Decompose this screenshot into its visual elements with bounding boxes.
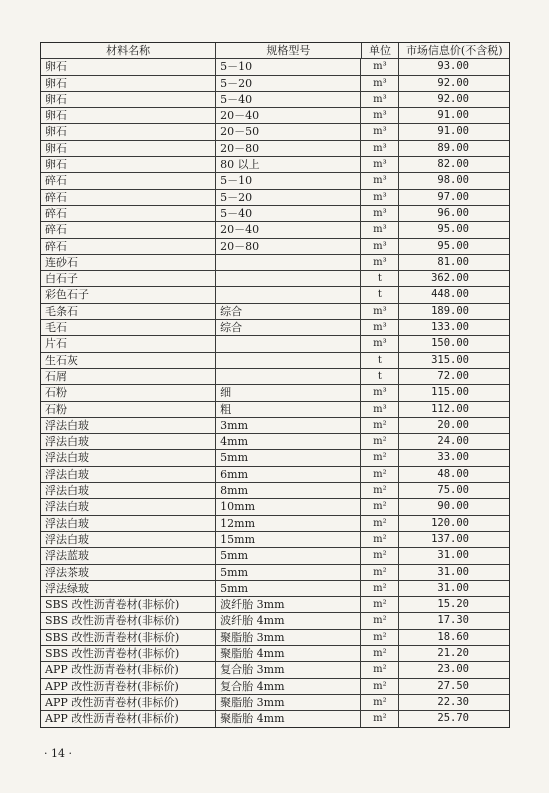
price-cell: 81.00 [437, 255, 469, 268]
table-header [41, 43, 509, 59]
unit-cell: m² [361, 467, 399, 482]
unit-cell: m³ [361, 108, 399, 123]
spec-cell: 12mm [216, 516, 361, 531]
material-name-cell: SBS 改性沥青卷材(非标价) [41, 630, 216, 645]
unit-cell: m² [361, 450, 399, 465]
table-row [41, 59, 509, 75]
price-cell: 120.00 [431, 516, 469, 529]
spec-cell: 5－20 [216, 76, 361, 91]
table-row [41, 206, 509, 222]
price-cell: 18.60 [437, 630, 469, 643]
price-cell: 20.00 [437, 418, 469, 431]
table-row [41, 467, 509, 483]
table-row [41, 190, 509, 206]
spec-cell [216, 271, 361, 286]
unit-cell: t [361, 369, 399, 384]
table-row [41, 630, 509, 646]
unit-cell: m² [361, 711, 399, 727]
table-row [41, 597, 509, 613]
material-name-cell: 石粉 [41, 402, 216, 417]
spec-cell: 5mm [216, 450, 361, 465]
price-cell: 95.00 [437, 223, 469, 236]
table-row [41, 483, 509, 499]
unit-cell: m³ [361, 173, 399, 188]
material-name-cell: 浮法白玻 [41, 516, 216, 531]
unit-cell: m² [361, 597, 399, 612]
unit-cell: m² [361, 499, 399, 514]
table-row [41, 646, 509, 662]
spec-cell: 波纤胎 4mm [216, 613, 361, 628]
unit-cell: m³ [361, 141, 399, 156]
table-row [41, 157, 509, 173]
table-row [41, 222, 509, 238]
price-cell: 75.00 [437, 484, 469, 497]
material-name-cell: 碎石 [41, 173, 216, 188]
spec-cell: 5－40 [216, 92, 361, 107]
material-name-cell: 卵石 [41, 157, 216, 172]
unit-cell: m³ [361, 124, 399, 139]
spec-cell: 10mm [216, 499, 361, 514]
material-name-cell: 碎石 [41, 239, 216, 254]
price-cell: 17.30 [437, 614, 469, 627]
table-row [41, 695, 509, 711]
material-name-cell: 卵石 [41, 76, 216, 91]
header-material-name: 材料名称 [41, 43, 216, 58]
table-body [41, 59, 509, 727]
table-row [41, 108, 509, 124]
spec-cell: 20－80 [216, 239, 361, 254]
spec-cell: 8mm [216, 483, 361, 498]
unit-cell: m³ [361, 76, 399, 91]
spec-cell: 20－50 [216, 124, 361, 139]
price-cell: 92.00 [437, 92, 469, 105]
price-cell: 96.00 [437, 206, 469, 219]
table-row [41, 76, 509, 92]
spec-cell [216, 287, 361, 302]
unit-cell: m² [361, 679, 399, 694]
price-cell: 22.30 [437, 695, 469, 708]
spec-cell: 聚脂胎 3mm [216, 630, 361, 645]
spec-cell [216, 369, 361, 384]
material-name-cell: APP 改性沥青卷材(非标价) [41, 695, 216, 710]
spec-cell: 复合胎 3mm [216, 662, 361, 677]
spec-cell: 3mm [216, 418, 361, 433]
material-name-cell: 浮法白玻 [41, 499, 216, 514]
table-row [41, 336, 509, 352]
material-name-cell: 毛条石 [41, 304, 216, 319]
unit-cell: m³ [361, 59, 399, 74]
material-name-cell: APP 改性沥青卷材(非标价) [41, 662, 216, 677]
spec-cell: 波纤胎 3mm [216, 597, 361, 612]
material-name-cell: APP 改性沥青卷材(非标价) [41, 679, 216, 694]
unit-cell: m³ [361, 222, 399, 237]
price-cell: 150.00 [431, 337, 469, 350]
table-row [41, 369, 509, 385]
spec-cell: 综合 [216, 320, 361, 335]
spec-cell: 6mm [216, 467, 361, 482]
table-row [41, 353, 509, 369]
price-cell: 72.00 [437, 369, 469, 382]
price-table [40, 42, 510, 728]
spec-cell [216, 353, 361, 368]
material-name-cell: 片石 [41, 336, 216, 351]
price-cell: 27.50 [437, 679, 469, 692]
unit-cell: m² [361, 613, 399, 628]
material-name-cell: 毛石 [41, 320, 216, 335]
unit-cell: m³ [361, 157, 399, 172]
price-cell: 89.00 [437, 141, 469, 154]
spec-cell: 4mm [216, 434, 361, 449]
price-cell: 92.00 [437, 76, 469, 89]
unit-cell: m² [361, 434, 399, 449]
spec-cell: 聚脂胎 3mm [216, 695, 361, 710]
material-name-cell: 浮法绿玻 [41, 581, 216, 596]
spec-cell: 20－80 [216, 141, 361, 156]
table-row [41, 662, 509, 678]
table-row [41, 255, 509, 271]
price-cell: 15.20 [437, 598, 469, 611]
spec-cell: 80 以上 [216, 157, 361, 172]
unit-cell: m² [361, 532, 399, 547]
unit-cell: m² [361, 695, 399, 710]
material-name-cell: SBS 改性沥青卷材(非标价) [41, 646, 216, 661]
spec-cell: 20－40 [216, 222, 361, 237]
material-name-cell: 生石灰 [41, 353, 216, 368]
material-name-cell: 连砂石 [41, 255, 216, 270]
price-cell: 448.00 [431, 288, 469, 301]
unit-cell: m² [361, 516, 399, 531]
price-cell: 82.00 [437, 158, 469, 171]
table-row [41, 141, 509, 157]
price-cell: 31.00 [437, 581, 469, 594]
price-cell: 97.00 [437, 190, 469, 203]
table-row [41, 581, 509, 597]
table-row [41, 92, 509, 108]
table-row [41, 434, 509, 450]
spec-cell: 粗 [216, 402, 361, 417]
material-name-cell: 浮法白玻 [41, 467, 216, 482]
page-number: · 14 · [44, 747, 72, 760]
spec-cell [216, 255, 361, 270]
material-name-cell: 卵石 [41, 124, 216, 139]
spec-cell: 5－20 [216, 190, 361, 205]
material-name-cell: 石屑 [41, 369, 216, 384]
price-cell: 31.00 [437, 565, 469, 578]
table-row [41, 239, 509, 255]
material-name-cell: 卵石 [41, 59, 216, 74]
material-name-cell: 浮法茶玻 [41, 565, 216, 580]
unit-cell: m² [361, 581, 399, 596]
table-row [41, 711, 509, 727]
material-name-cell: 卵石 [41, 141, 216, 156]
table-row [41, 548, 509, 564]
spec-cell: 20－40 [216, 108, 361, 123]
unit-cell: m³ [361, 92, 399, 107]
unit-cell: m³ [361, 402, 399, 417]
material-name-cell: 浮法白玻 [41, 450, 216, 465]
price-cell: 91.00 [437, 125, 469, 138]
price-cell: 31.00 [437, 549, 469, 562]
material-name-cell: 卵石 [41, 108, 216, 123]
table-row [41, 532, 509, 548]
unit-cell: m² [361, 662, 399, 677]
unit-cell: m² [361, 565, 399, 580]
table-row [41, 418, 509, 434]
spec-cell [216, 336, 361, 351]
spec-cell: 5－10 [216, 173, 361, 188]
header-spec: 规格型号 [216, 43, 361, 58]
spec-cell: 聚脂胎 4mm [216, 711, 361, 727]
material-name-cell: 石粉 [41, 385, 216, 400]
table-row [41, 565, 509, 581]
spec-cell: 15mm [216, 532, 361, 547]
price-cell: 362.00 [431, 272, 469, 285]
spec-cell: 聚脂胎 4mm [216, 646, 361, 661]
unit-cell: m³ [361, 239, 399, 254]
table-row [41, 402, 509, 418]
price-cell: 33.00 [437, 451, 469, 464]
price-cell: 98.00 [437, 174, 469, 187]
table-row [41, 124, 509, 140]
price-cell: 95.00 [437, 239, 469, 252]
unit-cell: t [361, 353, 399, 368]
spec-cell: 5－40 [216, 206, 361, 221]
unit-cell: t [361, 287, 399, 302]
unit-cell: m³ [361, 320, 399, 335]
spec-cell: 5mm [216, 548, 361, 563]
table-row [41, 173, 509, 189]
material-name-cell: APP 改性沥青卷材(非标价) [41, 711, 216, 727]
price-cell: 133.00 [431, 321, 469, 334]
price-cell: 115.00 [431, 386, 469, 399]
table-row [41, 304, 509, 320]
material-name-cell: 碎石 [41, 206, 216, 221]
spec-cell: 5mm [216, 581, 361, 596]
table-row [41, 613, 509, 629]
material-name-cell: 碎石 [41, 222, 216, 237]
unit-cell: m³ [361, 336, 399, 351]
material-name-cell: SBS 改性沥青卷材(非标价) [41, 597, 216, 612]
price-cell: 24.00 [437, 435, 469, 448]
unit-cell: m² [361, 646, 399, 661]
material-name-cell: 浮法蓝玻 [41, 548, 216, 563]
price-cell: 23.00 [437, 663, 469, 676]
table-row [41, 287, 509, 303]
material-name-cell: 浮法白玻 [41, 483, 216, 498]
material-name-cell: 浮法白玻 [41, 418, 216, 433]
table-row [41, 320, 509, 336]
table-row [41, 679, 509, 695]
unit-cell: m³ [361, 206, 399, 221]
header-price: 市场信息价(不含税) [405, 44, 503, 57]
material-name-cell: 碎石 [41, 190, 216, 205]
material-name-cell: 彩色石子 [41, 287, 216, 302]
unit-cell: m³ [361, 304, 399, 319]
unit-cell: m³ [361, 190, 399, 205]
price-cell: 189.00 [431, 304, 469, 317]
price-cell: 48.00 [437, 467, 469, 480]
unit-cell: t [361, 271, 399, 286]
unit-cell: m² [361, 548, 399, 563]
table-row [41, 450, 509, 466]
spec-cell: 综合 [216, 304, 361, 319]
table-row [41, 516, 509, 532]
material-name-cell: SBS 改性沥青卷材(非标价) [41, 613, 216, 628]
price-cell: 21.20 [437, 646, 469, 659]
price-cell: 315.00 [431, 353, 469, 366]
spec-cell: 5－10 [216, 59, 361, 74]
spec-cell: 5mm [216, 565, 361, 580]
spec-cell: 细 [216, 385, 361, 400]
material-name-cell: 浮法白玻 [41, 434, 216, 449]
unit-cell: m² [361, 630, 399, 645]
table-row [41, 271, 509, 287]
price-cell: 25.70 [437, 712, 469, 725]
unit-cell: m³ [361, 385, 399, 400]
material-name-cell: 浮法白玻 [41, 532, 216, 547]
unit-cell: m³ [361, 255, 399, 270]
header-unit: 单位 [362, 43, 400, 58]
table-row [41, 385, 509, 401]
price-cell: 90.00 [437, 500, 469, 513]
material-name-cell: 卵石 [41, 92, 216, 107]
material-name-cell: 白石子 [41, 271, 216, 286]
price-cell: 91.00 [437, 109, 469, 122]
price-cell: 137.00 [431, 532, 469, 545]
spec-cell: 复合胎 4mm [216, 679, 361, 694]
unit-cell: m² [361, 418, 399, 433]
price-cell: 112.00 [431, 402, 469, 415]
table-row [41, 499, 509, 515]
price-cell: 93.00 [437, 60, 469, 73]
unit-cell: m² [361, 483, 399, 498]
